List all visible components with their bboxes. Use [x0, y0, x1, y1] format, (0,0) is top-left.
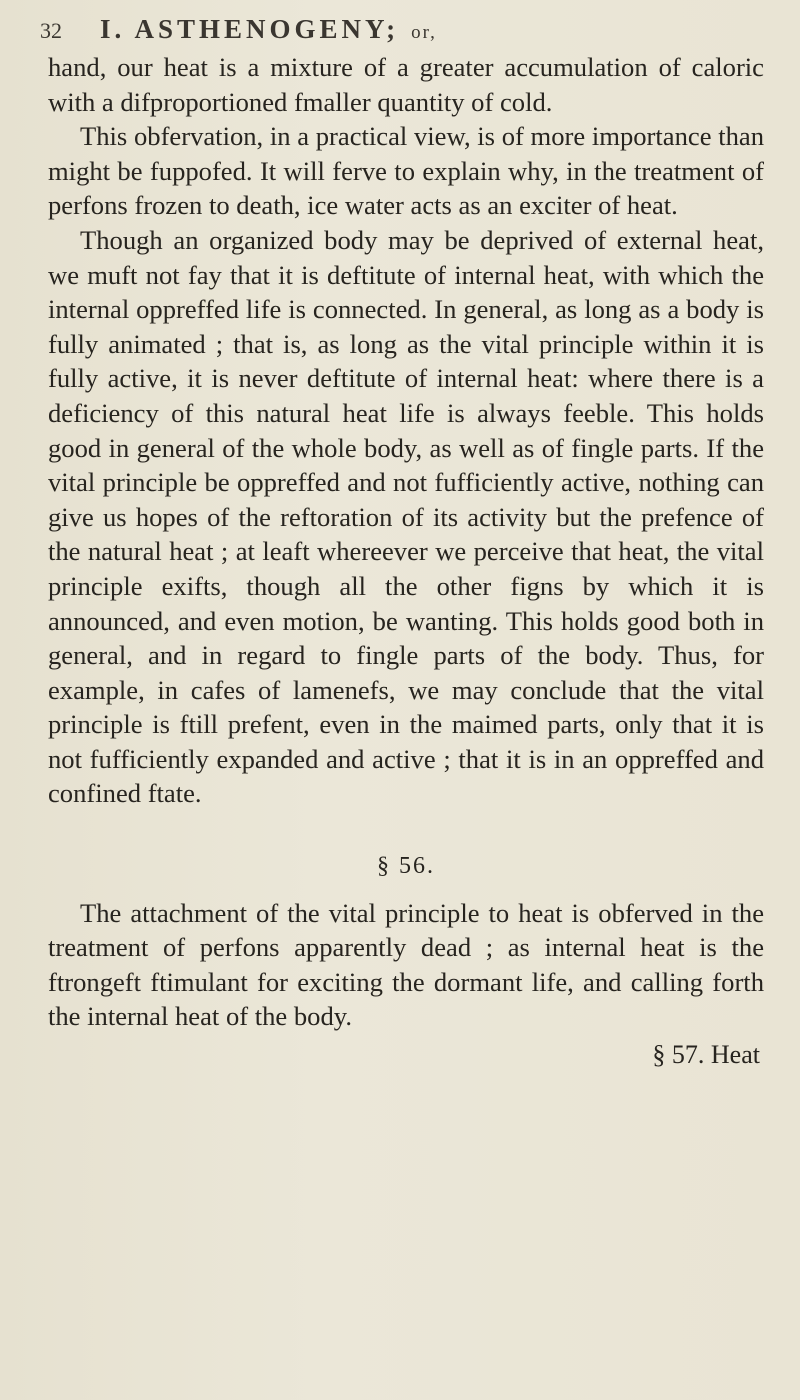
running-title: I. ASTHENOGENY;	[100, 14, 400, 44]
catchword: § 57. Heat	[652, 1040, 760, 1070]
page-number: 32	[40, 18, 62, 43]
running-head	[40, 14, 764, 48]
section-paragraph: The attachment of the vital principle to heat is obferved in the treatment of perfons apparently dead ; as internal heat is the ftrongeft ftimulant for exciting the dormant life, and calling forth the internal heat of the body.	[48, 897, 764, 1032]
paragraph: This obfervation, in a practical view, is of more importance than might be fuppofed. It will ferve to explain why, in the treatment of perfons frozen to death, ice water acts as an exciter of heat.	[48, 121, 764, 221]
running-title-tail: or,	[411, 22, 437, 43]
section-heading: § 56.	[377, 853, 435, 880]
body-text	[40, 50, 764, 1073]
paragraph-continued: hand, our heat is a mixture of a greater accumulation of caloric with a difproportioned fmaller quantity of cold.	[48, 52, 764, 117]
paragraph: Though an organized body may be deprived of external heat, we muft not fay that it is deftitute of internal heat, with which the internal oppreffed life is connected. In general, as long as a body is fully animated ; that is, as long as the vital principle within it is fully active, it is never deftitute of internal heat: where there is a deficiency of this natural heat life is always feeble. This holds good in general of the whole body, as well as of fingle parts. If the vital principle be oppreffed and not fufficiently active, nothing can give us hopes of the reftoration of its activity but the prefence of the natural heat ; at leaft whereever we perceive that heat, the vital principle exifts, though all the other figns by which it is announced, and even motion, be wanting. This holds good both in general, and in regard to fingle parts of the body. Thus, for example, in cafes of lamenefs, we may conclude that the vital principle is ftill prefent, even in the maimed parts, only that it is not fufficiently expanded and active ; that it is in an oppreffed and confined ftate.	[48, 224, 764, 809]
